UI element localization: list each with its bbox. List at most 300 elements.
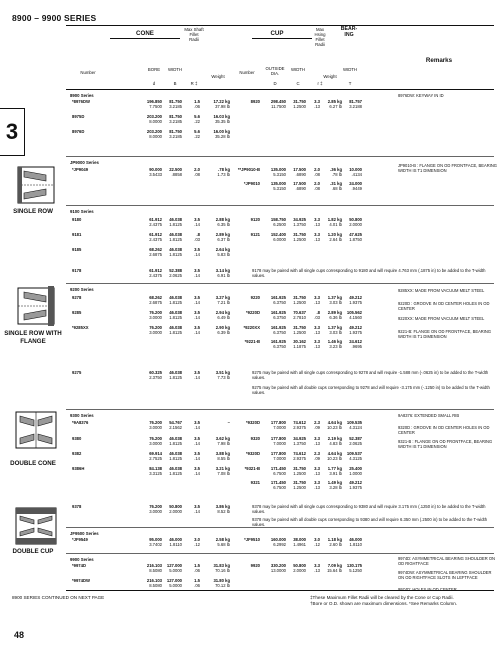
cup-weight-cell: 1.37 kg — [327, 325, 342, 330]
cone-bore-cell: 76.200 — [149, 325, 162, 330]
cup-od-cell: 5.3150 — [273, 186, 286, 191]
bearing-width-cell: 1.0000 — [349, 471, 362, 476]
cup-od-cell: 177.800 — [270, 436, 286, 441]
cone-weight-cell: 3.88 kg — [215, 451, 230, 456]
cone-fillet-header: Max Shaft Fillet Radii — [184, 27, 204, 42]
cup-fillet-cell: .08 — [314, 172, 320, 177]
bearing-header: BEAR-ING — [340, 26, 358, 38]
cup-width-cell: 74.612 — [293, 451, 306, 456]
cup-fillet-cell: 3.3 — [314, 217, 320, 222]
cone-bore-cell: 8.0000 — [149, 134, 162, 139]
cup-width-cell: 1.2500 — [293, 300, 306, 305]
cup-fillet-cell: 3.3 — [314, 466, 320, 471]
cone-fillet-cell: 3.5 — [194, 268, 200, 273]
cup-width-symbol: C — [296, 81, 300, 86]
cone-weight-cell: .78 kg — [218, 167, 230, 172]
bearing-width-cell: 24.612 — [349, 339, 362, 344]
cup-width-header: WIDTH — [290, 67, 306, 72]
bearing-width-cell: 49.212 — [349, 480, 362, 485]
cup-weight-cell: 3.03 lb — [329, 330, 342, 335]
cup-fillet-cell: .09 — [314, 456, 320, 461]
cone-width-cell: 1.8125 — [169, 222, 182, 227]
cup-fillet-cell: .13 — [314, 237, 320, 242]
cone-fillet-cell: 3.5 — [194, 217, 200, 222]
cup-width-cell: 50.800 — [293, 563, 306, 568]
cup-weight-header: Weight — [323, 74, 337, 79]
cone-fillet-cell: 3.0 — [194, 537, 200, 542]
cup-od-cell: 7.0000 — [273, 425, 286, 430]
cone-weight-cell: 3.27 kg — [215, 295, 230, 300]
cup-fillet-cell: .13 — [314, 300, 320, 305]
cone-fillet-cell: 3.5 — [194, 295, 200, 300]
bearing-width-cell: 5.1250 — [349, 568, 362, 573]
cone-weight-cell: 3.51 kg — [215, 370, 230, 375]
cone-weight-cell: 8.52 lb — [217, 509, 230, 514]
cup-width-cell: 2.9375 — [293, 456, 306, 461]
header-top-rule — [66, 25, 494, 26]
cup-weight-cell: 3.03 lb — [329, 300, 342, 305]
cone-width-cell: 1.8125 — [169, 252, 182, 257]
cone-bore-cell: 3.0000 — [149, 315, 162, 320]
cup-weight-cell: 4.64 kg — [327, 420, 342, 425]
cone-weight-cell: 2.90 kg — [215, 325, 230, 330]
cone-bore-cell: 196.850 — [146, 99, 162, 104]
cone-bore-cell: 2.3750 — [149, 375, 162, 380]
series-label-9900: 9900 Series — [70, 557, 94, 562]
cup-width-cell: 70.637 — [293, 310, 306, 315]
cup-od-cell: 6.7500 — [273, 471, 286, 476]
cone-bore-cell: 68.262 — [149, 295, 162, 300]
bearing-width-cell: 130.175 — [346, 563, 362, 568]
cone-weight-cell: 70.12 lb — [215, 583, 230, 588]
cone-width-cell: 127.000 — [166, 578, 182, 583]
cone-weight-cell: 17.22 kg — [213, 99, 230, 104]
cup-od-cell: 5.3150 — [273, 172, 286, 177]
cone-fillet-cell: 2.0 — [194, 167, 200, 172]
cone-number-cell: 9181 — [72, 232, 82, 237]
cone-bore-cell: 69.914 — [149, 451, 162, 456]
cup-width-cell: 38.000 — [293, 537, 306, 542]
cup-od-symbol: D — [273, 81, 277, 86]
cup-width-cell: 34.925 — [293, 217, 306, 222]
cup-od-cell: 7.0000 — [273, 441, 286, 446]
bearing-width-cell: 24.000 — [349, 181, 362, 186]
cup-fillet-cell: 2.3 — [314, 451, 320, 456]
cone-fillet-cell: 3.5 — [194, 325, 200, 330]
cup-number-cell: 9320 — [250, 436, 260, 441]
cone-bore-header: BORE — [147, 67, 161, 72]
cup-number-cell: 9220 — [250, 295, 260, 300]
cone-width-cell: 81.750 — [169, 99, 182, 104]
cone-number-cell: 9386H — [72, 466, 85, 471]
cone-weight-cell: 3.62 kg — [215, 436, 230, 441]
cup-width-cell: 1.2500 — [293, 104, 306, 109]
bearing-width-cell: 1.8750 — [349, 237, 362, 242]
cone-fillet-cell: 3.5 — [194, 436, 200, 441]
cone-width-cell: 2.0625 — [169, 273, 182, 278]
section-rule — [66, 156, 494, 157]
bearing-width-cell: .9449 — [351, 186, 362, 191]
cup-weight-cell: 1.49 kg — [327, 480, 342, 485]
cone-fillet-cell: 3.5 — [194, 370, 200, 375]
cone-fillet-cell: 1.5 — [194, 563, 200, 568]
cup-width-cell: .6890 — [295, 172, 306, 177]
cup-width-cell: 1.3750 — [293, 441, 306, 446]
series-label-9300: 9300 Series — [70, 413, 94, 418]
cup-fillet-cell: 2.3 — [314, 420, 320, 425]
cup-fillet-cell: 3.3 — [314, 563, 320, 568]
cone-width-cell: 127.000 — [166, 563, 182, 568]
cone-weight-cell: 2.64 kg — [215, 247, 230, 252]
cone-weight-cell: 6.91 lb — [217, 273, 230, 278]
remark: 9320D : GROOVE IN OD CENTER HOLES IN OD CENTER — [398, 425, 490, 435]
cone-weight-cell: 6.35 lb — [217, 222, 230, 227]
cup-number-cell: *JP9010 — [243, 181, 260, 186]
bearing-width-cell: 1.8110 — [349, 542, 362, 547]
section-rule — [66, 283, 494, 284]
cone-number-cell: *JF9549 — [72, 537, 88, 542]
cone-number-cell: *9974DW — [72, 578, 90, 583]
cone-weight-cell: 2.88 kg — [215, 217, 230, 222]
cup-number-cell: **JP9010-B — [237, 167, 260, 172]
cone-width-cell: 54.767 — [169, 420, 182, 425]
cup-weight-cell: 3.28 lb — [329, 485, 342, 490]
cup-fillet-cell: .08 — [314, 186, 320, 191]
remark: 9220XX: MADE FROM VACUUM MELT STEEL — [398, 316, 485, 321]
cup-width-cell: 30.162 — [293, 339, 306, 344]
cone-width-cell: 1.8125 — [169, 237, 182, 242]
footnote-fillet: ‡These Maximum Fillet Radii will be cleared by the Cone or Cup Radii. — [310, 595, 454, 600]
cone-width-cell: 46.038 — [169, 217, 182, 222]
bearing-width-cell: 3.2188 — [349, 104, 362, 109]
cone-bore-cell: 3.0000 — [149, 509, 162, 514]
pairing-note: 9178 may be paired with all single cups corresponding to 9180 and will require 4.763 mm (.1875 in) to be added to the T-width values. — [252, 268, 486, 279]
cup-fillet-cell: 3.3 — [314, 295, 320, 300]
cone-weight-cell: 31.80 kg — [213, 578, 230, 583]
cone-width-header: WIDTH — [167, 67, 183, 72]
cone-bore-cell: 2.6875 — [149, 300, 162, 305]
bearing-width-cell: 109.535 — [346, 420, 362, 425]
cup-weight-cell: 2.85 kg — [327, 99, 342, 104]
cone-width-cell: 22.500 — [169, 167, 182, 172]
cup-width-cell: 1.2500 — [293, 330, 306, 335]
cone-bore-cell: 76.200 — [149, 310, 162, 315]
cone-number-header: Number — [80, 70, 96, 75]
remark: JP9010-B : FLANGE ON OD FRONTFACE, BEARING WIDTH IS T1 DIMENSION — [398, 163, 497, 173]
cup-width-cell: 2.0000 — [293, 568, 306, 573]
cup-fillet-cell: 3.3 — [314, 436, 320, 441]
cup-number-cell: *9220XX — [243, 325, 260, 330]
cup-width-cell: 17.500 — [293, 167, 306, 172]
cone-weight-header: Weight — [211, 74, 225, 79]
cup-weight-cell: 3.23 lb — [329, 344, 342, 349]
cup-weight-cell: 6.27 lb — [329, 104, 342, 109]
cone-fillet-cell: 5.6 — [194, 129, 200, 134]
cup-od-cell: 160.000 — [270, 537, 286, 542]
bearing-width-cell: 10.000 — [349, 167, 362, 172]
cone-fillet-symbol: R ‡ — [190, 81, 198, 86]
cone-weight-cell: 7.98 lb — [217, 441, 230, 446]
bearing-width-cell: 1.9375 — [349, 330, 362, 335]
cup-weight-cell: 1.37 kg — [327, 295, 342, 300]
cone-fillet-cell: .14 — [194, 375, 200, 380]
single-row-bearing-drawing — [16, 165, 56, 205]
cone-number-cell: *8976DW — [72, 99, 90, 104]
cone-fillet-cell: .14 — [194, 509, 200, 514]
bearing-width-cell: 49.212 — [349, 295, 362, 300]
cup-weight-cell: 10.23 lb — [327, 425, 342, 430]
cup-fillet-cell: .03 — [314, 315, 320, 320]
cone-weight-cell: 3.14 kg — [215, 268, 230, 273]
cone-width-cell: 46.038 — [169, 232, 182, 237]
cup-width-cell: 74.612 — [293, 420, 306, 425]
cup-weight-cell: 2.60 lb — [329, 542, 342, 547]
cup-fillet-cell: 3.3 — [314, 480, 320, 485]
cone-width-cell: 3.2185 — [169, 104, 182, 109]
cone-weight-cell: 2.58 kg — [215, 537, 230, 542]
bearing-width-cell: .9695 — [351, 344, 362, 349]
cup-fillet-cell: .13 — [314, 568, 320, 573]
cone-fillet-cell: .14 — [194, 425, 200, 430]
remark: 9974D: ASYMMETRICAL BEARING SHOULDER ON OD RIGHTFACE — [398, 556, 495, 566]
remark: 9321-B : FLANGE ON OD FRONTFACE, BEARING WIDTH IS T1 DIMENSION — [398, 439, 493, 449]
cup-number-cell: *9221-B — [244, 339, 260, 344]
cone-weight-cell: 7.08 lb — [217, 471, 230, 476]
cone-weight-cell: 31.83 kg — [213, 563, 230, 568]
page-title: 8900 – 9900 SERIES — [12, 13, 97, 23]
cone-bore-cell: 61.912 — [149, 268, 162, 273]
cup-fillet-cell: .8 — [316, 310, 320, 315]
remark: 8976DW: KEYWAY IN ID — [398, 93, 444, 98]
cone-number-cell: 9378 — [72, 504, 82, 509]
cup-fillet-cell: .09 — [314, 425, 320, 430]
cone-fillet-cell: 3.5 — [194, 504, 200, 509]
cup-weight-cell: 4.01 lb — [329, 222, 342, 227]
cup-fillet-cell: 3.3 — [314, 99, 320, 104]
cup-weight-cell: 4.83 lb — [329, 441, 342, 446]
cone-fillet-cell: .22 — [194, 134, 200, 139]
cup-od-cell: 177.800 — [270, 451, 286, 456]
cone-width-cell: 1.8125 — [169, 330, 182, 335]
cone-weight-cell: 8.55 lb — [217, 456, 230, 461]
cup-fillet-cell: .13 — [314, 104, 320, 109]
double-cup-label: DOUBLE CUP — [12, 548, 54, 555]
cone-weight-cell: 6.39 lb — [217, 330, 230, 335]
single-row-with-flange-label: SINGLE ROW WITH FLANGE — [4, 330, 62, 345]
cup-number-cell: 9321 — [250, 480, 260, 485]
cup-od-cell: 13.0000 — [270, 568, 286, 573]
bearing-width-cell: 105.562 — [346, 310, 362, 315]
cup-od-cell: 330.200 — [270, 563, 286, 568]
cup-weight-cell: .31 kg — [330, 181, 342, 186]
cone-bore-cell: 3.5433 — [149, 172, 162, 177]
cone-bore-cell: 3.0000 — [149, 425, 162, 430]
cone-fillet-cell: 3.5 — [194, 466, 200, 471]
cup-number-cell: 9121 — [250, 232, 260, 237]
cone-width-cell: 2.0000 — [169, 509, 182, 514]
cup-width-cell: 31.750 — [293, 466, 306, 471]
cup-od-cell: 171.450 — [270, 480, 286, 485]
cup-header: CUP — [270, 30, 284, 37]
cone-bore-cell: 203.200 — [146, 129, 162, 134]
section-rule — [66, 205, 494, 206]
cone-width-cell: 50.800 — [169, 504, 182, 509]
bearing-width-cell: 109.537 — [346, 451, 362, 456]
cup-od-cell: 6.0000 — [273, 237, 286, 242]
pairing-note: 9378 may be paired with all double cups corresponding to 9380 and will require 6.350 mm (.2500 in) to be added to the T-width values. — [252, 517, 488, 528]
cone-fillet-cell: .14 — [194, 222, 200, 227]
cup-weight-cell: 2.19 kg — [327, 436, 342, 441]
cone-width-cell: 46.038 — [169, 436, 182, 441]
cup-fillet-cell: 2.0 — [314, 181, 320, 186]
cup-od-cell: 161.925 — [270, 339, 286, 344]
cone-width-cell: 2.1562 — [169, 425, 182, 430]
cup-od-cell: 11.7500 — [271, 104, 286, 109]
bearing-width-header: WIDTH — [342, 67, 358, 72]
cup-od-cell: 6.7500 — [273, 485, 286, 490]
cup-fillet-cell: .13 — [314, 471, 320, 476]
cup-od-cell: 171.450 — [270, 466, 286, 471]
cone-fillet-cell: .8 — [196, 232, 200, 237]
cone-width-cell: 46.038 — [169, 310, 182, 315]
cone-bore-cell: 216.103 — [146, 578, 162, 583]
cup-group-line — [252, 38, 312, 39]
cone-bore-cell: 95.000 — [149, 537, 162, 542]
cone-number-cell: 9178 — [72, 268, 82, 273]
cone-width-cell: 1.8125 — [169, 375, 182, 380]
cone-bore-cell: 68.262 — [149, 247, 162, 252]
cone-width-cell: 46.038 — [169, 466, 182, 471]
cup-width-cell: 1.1875 — [293, 344, 306, 349]
cup-od-cell: 135.000 — [270, 181, 286, 186]
cone-number-cell: *9974D — [72, 563, 86, 568]
cup-od-cell: 6.3750 — [273, 300, 286, 305]
cone-number-cell: 9380 — [72, 436, 82, 441]
cone-weight-cell: – — [227, 420, 230, 425]
cup-width-cell: 1.2500 — [293, 237, 306, 242]
cup-weight-cell: 15.64 lb — [327, 568, 342, 573]
cone-bore-cell: 216.103 — [146, 563, 162, 568]
cup-weight-cell: 3.91 lb — [329, 471, 342, 476]
cup-fillet-cell: .13 — [314, 485, 320, 490]
cone-weight-cell: 16.03 kg — [213, 114, 230, 119]
double-cone-bearing-drawing — [14, 410, 58, 450]
section-tab — [0, 108, 25, 156]
cup-od-cell: 6.2992 — [273, 542, 286, 547]
bearing-width-cell: 1.9375 — [349, 300, 362, 305]
cone-width-cell: 1.8125 — [169, 471, 182, 476]
cone-width-cell: 1.8125 — [169, 300, 182, 305]
cup-fillet-header: Max Hsing Fillet Radii — [314, 27, 326, 47]
cup-number-cell: *9320D — [246, 420, 260, 425]
cone-bore-cell: 2.4375 — [149, 273, 162, 278]
bearing-width-symbol: T — [348, 81, 352, 86]
single-row-flange-bearing-drawing — [16, 286, 56, 326]
cup-weight-cell: 1.20 kg — [327, 232, 342, 237]
cup-weight-cell: .36 kg — [330, 167, 342, 172]
cone-bore-cell: 76.200 — [149, 436, 162, 441]
double-cup-bearing-drawing — [14, 506, 58, 546]
bearing-width-cell: 25.400 — [349, 466, 362, 471]
cone-weight-cell: 3.21 kg — [215, 466, 230, 471]
bearing-width-cell: 47.625 — [349, 232, 362, 237]
series-label-jp9000: JP9000 Series — [70, 160, 99, 165]
cup-width-cell: 31.750 — [293, 99, 306, 104]
cone-weight-cell: 7.73 lb — [217, 375, 230, 380]
pairing-note: 9378 may be paired with all single cups corresponding to 9380 and will require 3.175 mm (.1250 in) to be added to the T-width values. — [252, 504, 486, 515]
cup-weight-cell: 1.82 kg — [327, 217, 342, 222]
cone-fillet-cell: .14 — [194, 441, 200, 446]
cone-bore-cell: 84.138 — [149, 466, 162, 471]
series-label-9100: 9100 Series — [70, 209, 94, 214]
cone-bore-cell: 61.912 — [149, 217, 162, 222]
cup-number-cell: 9120 — [250, 217, 260, 222]
cup-fillet-cell: 3.3 — [314, 339, 320, 344]
cone-width-cell: 1.8125 — [169, 441, 182, 446]
bearing-width-cell: 46.000 — [349, 537, 362, 542]
cone-fillet-cell: 3.5 — [194, 310, 200, 315]
pairing-note: 9275 may be paired with all single cups corresponding to 9278 and will require -1.588 mm (-.0625 in) to be added to the T-width values. — [252, 370, 489, 381]
single-row-label: SINGLE ROW — [13, 208, 53, 215]
cone-bore-cell: 2.6875 — [149, 252, 162, 257]
cup-width-cell: 1.2500 — [293, 471, 306, 476]
cup-width-cell: 17.500 — [293, 181, 306, 186]
header-bottom-rule — [66, 89, 494, 90]
cone-weight-cell: 37.98 lb — [215, 104, 230, 109]
cone-bore-cell: 8.0000 — [149, 119, 162, 124]
remark: 9A8376: EXTENDED SMALL RIB — [398, 413, 460, 418]
cone-number-cell: *JP9049 — [72, 167, 89, 172]
cone-fillet-cell: .14 — [194, 273, 200, 278]
cup-fillet-cell: 3.3 — [314, 232, 320, 237]
cup-weight-cell: 6.36 lb — [329, 315, 342, 320]
cup-number-cell: *9321-B — [244, 466, 260, 471]
cone-width-cell: 46.038 — [169, 325, 182, 330]
cone-fillet-cell: 3.5 — [194, 247, 200, 252]
cup-weight-cell: 2.64 lb — [329, 237, 342, 242]
cone-width-cell: 52.388 — [169, 268, 182, 273]
page-number: 48 — [14, 630, 25, 640]
cup-fillet-cell: .13 — [314, 441, 320, 446]
remark: 9974D: HOLES IN OD CENTER — [398, 587, 457, 592]
cone-number-cell: 9180 — [72, 217, 82, 222]
cone-number-cell: 9275 — [72, 370, 82, 375]
cup-od-cell: 161.925 — [270, 295, 286, 300]
cup-weight-cell: 7.09 kg — [327, 563, 342, 568]
section-number: 3 — [5, 119, 19, 144]
cup-weight-cell: .68 lb — [331, 186, 342, 191]
cup-weight-cell: .78 lb — [331, 172, 342, 177]
remark: 9220D : GROOVE IN OD CENTER HOLES IN OD CENTER — [398, 301, 490, 311]
remark: 9974DW: ASYMMETRICAL BEARING SHOULDER ON OD RIGHTFACE SLOTS IN LEFTFACE — [398, 570, 492, 580]
bearing-width-cell: 1.9375 — [349, 485, 362, 490]
cone-fillet-cell: .06 — [194, 568, 200, 573]
cone-width-cell: 1.8110 — [169, 542, 182, 547]
cup-fillet-cell: .13 — [314, 330, 320, 335]
cup-od-cell: 6.3750 — [273, 330, 286, 335]
cup-od-header: OUTSIDE DIA. — [265, 66, 285, 76]
cone-weight-cell: 1.73 lb — [217, 172, 230, 177]
cone-weight-cell: 5.83 lb — [217, 252, 230, 257]
cup-weight-cell: 2.89 kg — [327, 310, 342, 315]
cone-bore-cell: 8.5080 — [149, 568, 162, 573]
cone-fillet-cell: 1.5 — [194, 99, 200, 104]
cup-weight-cell: 1.18 kg — [327, 537, 342, 542]
cone-fillet-cell: .14 — [194, 330, 200, 335]
cup-width-cell: 31.750 — [293, 480, 306, 485]
cup-width-cell: 34.925 — [293, 436, 306, 441]
cup-fillet-cell: 2.0 — [314, 167, 320, 172]
